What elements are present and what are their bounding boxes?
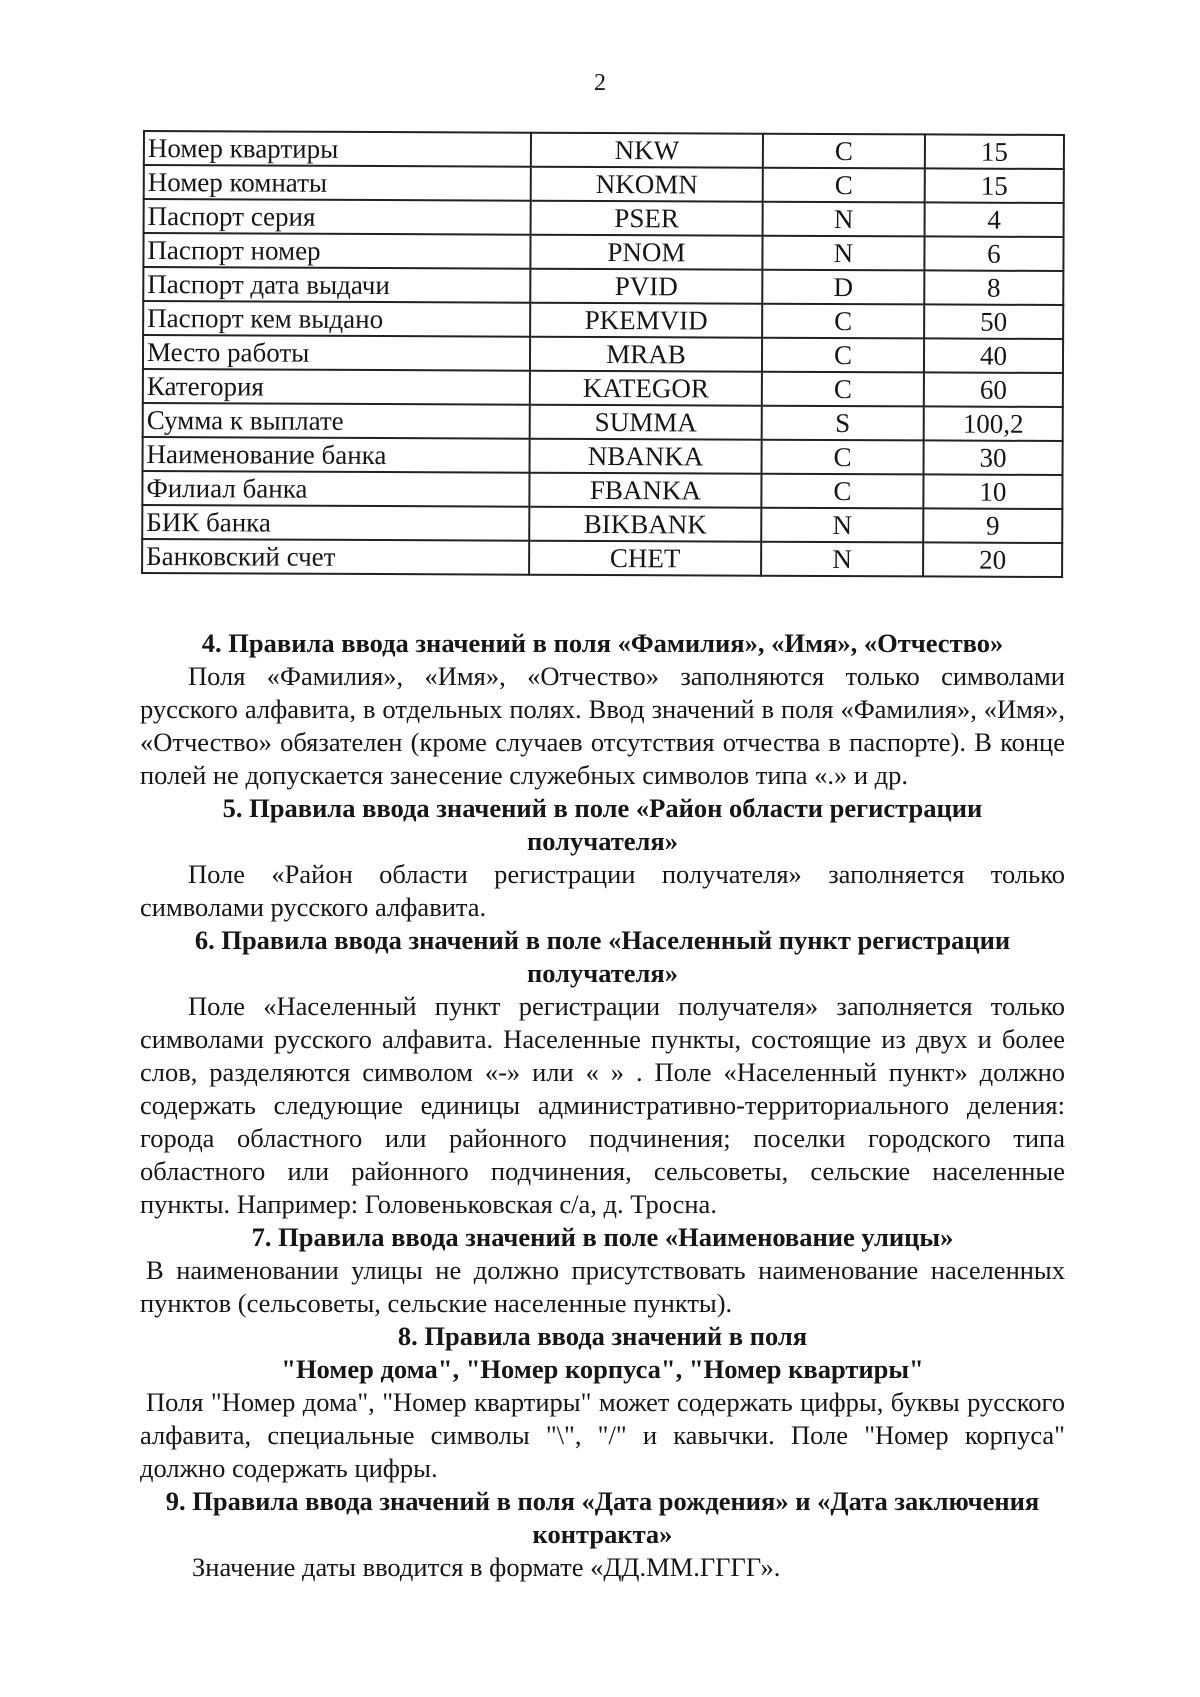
field-length-cell: 10 (923, 474, 1062, 509)
field-name-cell: Место работы (143, 335, 530, 371)
field-type-cell: S (762, 406, 924, 441)
field-code-cell: NKW (531, 133, 763, 168)
field-code-cell: PKEMVID (530, 303, 762, 338)
field-length-cell: 50 (924, 304, 1063, 339)
field-length-cell: 15 (925, 168, 1064, 203)
field-type-cell: C (763, 134, 925, 169)
field-name-cell: Номер комнаты (144, 165, 531, 201)
field-code-cell: CHET (529, 541, 761, 576)
field-code-cell: PVID (530, 269, 762, 304)
section-5-text: Поле «Район области регистрации получателя» заполняется только символами русского алфавита. (140, 859, 1065, 922)
section-7-heading: 7. Правила ввода значений в поле «Наименование улицы» (251, 1222, 954, 1252)
field-name-cell: Номер квартиры (144, 131, 531, 167)
field-name-cell: Паспорт кем выдано (143, 301, 530, 337)
field-type-cell: N (761, 542, 923, 577)
table-row (143, 369, 1063, 407)
section-9-text: Значение даты вводится в формате «ДД.ММ.ГГГГ». (192, 1552, 781, 1582)
section-7-text: В наименовании улицы не должно присутствовать наименование населенных пунктов (сельсоветы, сельские населенные пункты). (140, 1255, 1065, 1318)
field-name-cell: Сумма к выплате (143, 403, 530, 439)
table-row (142, 505, 1062, 543)
field-length-cell: 4 (925, 202, 1064, 237)
table-row (142, 471, 1062, 509)
field-length-cell: 9 (923, 508, 1062, 543)
field-code-cell: FBANKA (529, 473, 761, 508)
fields-table-body (142, 131, 1064, 577)
document-body (140, 627, 1065, 1584)
table-row (144, 199, 1064, 237)
field-length-cell: 20 (923, 542, 1062, 577)
table-row (144, 165, 1064, 203)
table-row (143, 267, 1063, 305)
field-name-cell: Банковский счет (142, 539, 529, 575)
field-name-cell: Паспорт номер (143, 233, 530, 269)
field-code-cell: SUMMA (530, 405, 762, 440)
table-row (142, 539, 1062, 577)
field-name-cell: Паспорт дата выдачи (143, 267, 530, 303)
fields-table (141, 130, 1065, 578)
field-code-cell: PSER (531, 201, 763, 236)
field-name-cell: БИК банка (142, 505, 529, 541)
field-length-cell: 6 (924, 236, 1063, 271)
table-row (143, 233, 1063, 271)
field-code-cell: MRAB (530, 337, 762, 372)
table-row (143, 403, 1063, 441)
page-number: 2 (594, 70, 606, 96)
section-6-text: Поле «Населенный пункт регистрации получателя» заполняется только символами русского алфавита. Населенные пункты, состоящие из двух и более слов, разделяются символом «-» или « » . Поле «Населенный пункт» должно содержать следующие единицы административно-территориального деления: города областного или районного подчинения; поселки городского типа областного или районного подчинения, сельсоветы, сельские населенные пункты. Например: Головеньковская с/а, д. Тросна. (140, 991, 1065, 1219)
field-code-cell: KATEGOR (530, 371, 762, 406)
section-4-heading: 4. Правила ввода значений в поля «Фамилия», «Имя», «Отчество» (201, 628, 1004, 658)
field-type-cell: N (761, 508, 923, 543)
field-name-cell: Категория (143, 369, 530, 405)
field-type-cell: N (762, 236, 924, 271)
section-6-heading: 6. Правила ввода значений в поле «Населенный пункт регистрации получателя» (194, 925, 1011, 988)
section-8-heading-line2: "Номер дома", "Номер корпуса", "Номер квартиры" (281, 1354, 924, 1384)
section-5-heading: 5. Правила ввода значений в поле «Район области регистрации получателя» (222, 793, 983, 856)
section-4-text: Поля «Фамилия», «Имя», «Отчество» заполняются только символами русского алфавита, в отдельных полях. Ввод значений в поля «Фамилия», «Имя», «Отчество» обязателен (кроме случаев отсутствия отчества в паспорте). В конце полей не допускается занесение служебных символов типа «.» и др. (140, 661, 1065, 790)
field-type-cell: C (763, 168, 925, 203)
field-type-cell: D (762, 270, 924, 305)
field-type-cell: C (762, 372, 924, 407)
field-name-cell: Паспорт серия (144, 199, 531, 235)
field-length-cell: 100,2 (924, 406, 1063, 441)
field-type-cell: C (761, 474, 923, 509)
field-length-cell: 60 (924, 372, 1063, 407)
field-code-cell: NKOMN (531, 167, 763, 202)
field-length-cell: 40 (924, 338, 1063, 373)
field-length-cell: 15 (925, 134, 1064, 169)
table-row (143, 437, 1063, 475)
field-code-cell: PNOM (530, 235, 762, 270)
field-name-cell: Наименование банка (143, 437, 530, 473)
field-type-cell: N (763, 202, 925, 237)
field-type-cell: C (762, 304, 924, 339)
field-code-cell: BIKBANK (529, 507, 761, 542)
section-9-heading: 9. Правила ввода значений в поля «Дата рождения» и «Дата заключения контракта» (165, 1486, 1040, 1549)
table-row (144, 131, 1064, 169)
table-row (143, 335, 1063, 373)
field-type-cell: C (762, 338, 924, 373)
field-length-cell: 8 (924, 270, 1063, 305)
field-length-cell: 30 (924, 440, 1063, 475)
field-code-cell: NBANKA (530, 439, 762, 474)
table-row (143, 301, 1063, 339)
section-8-heading-line1: 8. Правила ввода значений в поля (397, 1321, 808, 1351)
field-type-cell: C (762, 440, 924, 475)
section-8-text: Поля "Номер дома", "Номер квартиры" может содержать цифры, буквы русского алфавита, специальные символы "\", "/" и кавычки. Поле "Номер корпуса" должно содержать цифры. (140, 1387, 1065, 1483)
field-name-cell: Филиал банка (142, 471, 529, 507)
